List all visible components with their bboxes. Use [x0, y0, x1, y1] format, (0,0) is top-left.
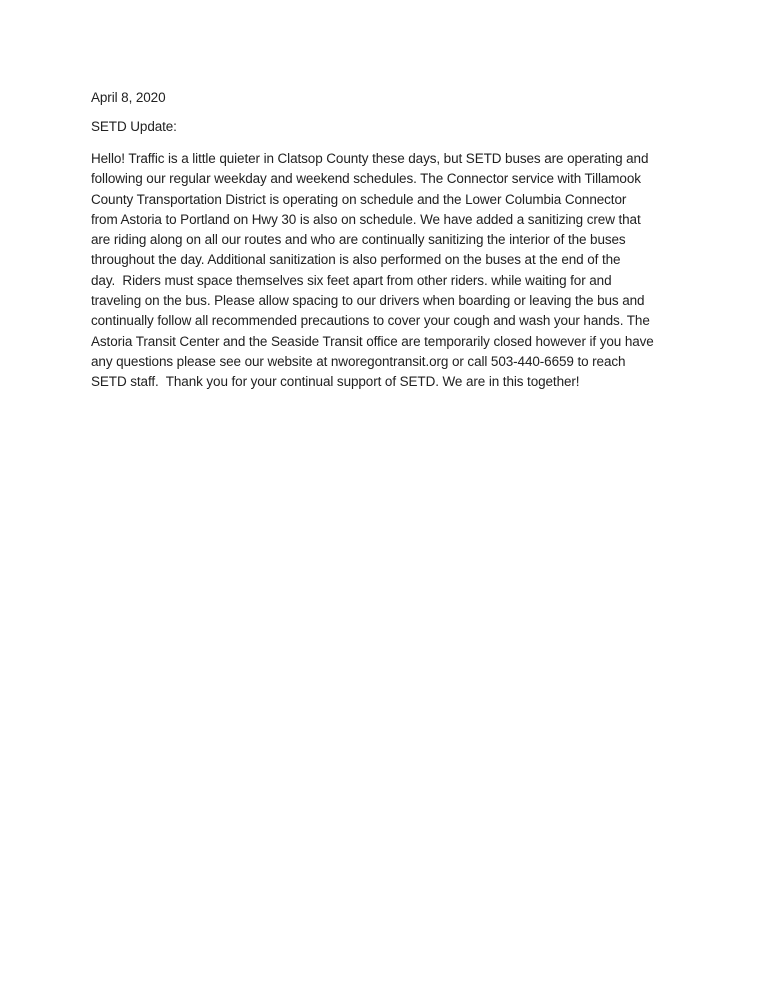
body-line: are riding along on all our routes and who are continually sanitizing the interior of the buses — [91, 232, 626, 248]
body-line: Astoria Transit Center and the Seaside Transit office are temporarily closed however if you have — [91, 333, 654, 349]
body-line: any questions please see our website at nworegontransit.org or call 503-440-6659 to reach — [91, 353, 626, 369]
body-line: from Astoria to Portland on Hwy 30 is also on schedule. We have added a sanitizing crew that — [91, 211, 641, 227]
body-line: day. Riders must space themselves six feet apart from other riders. while waiting for and — [91, 272, 612, 288]
document-body — [91, 149, 708, 393]
body-line: continually follow all recommended precautions to cover your cough and wash your hands. The — [91, 313, 650, 329]
body-line: traveling on the bus. Please allow spacing to our drivers when boarding or leaving the bus and — [91, 293, 645, 309]
body-line: following our regular weekday and weekend schedules. The Connector service with Tillamook — [91, 171, 641, 187]
document-heading: SETD Update: — [91, 119, 177, 134]
body-line: County Transportation District is operating on schedule and the Lower Columbia Connector — [91, 191, 627, 207]
document-content — [91, 89, 708, 393]
body-line: SETD staff. Thank you for your continual support of SETD. We are in this together! — [91, 374, 580, 390]
body-line: throughout the day. Additional sanitization is also performed on the buses at the end of the — [91, 252, 621, 268]
body-line: Hello! Traffic is a little quieter in Clatsop County these days, but SETD buses are operating and — [91, 151, 649, 166]
document-date: April 8, 2020 — [91, 90, 166, 105]
